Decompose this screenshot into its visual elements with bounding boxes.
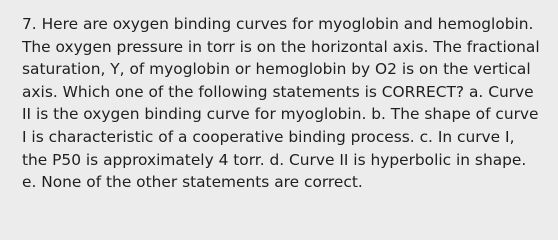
question-text: 7. Here are oxygen binding curves for myoglobin and hemoglobin. The oxygen pressure in torr is on the horizontal axis. The fractional saturation, Y, of myoglobin or hemoglobin by O2 is on the vertical axis. Which one of the following statements is CORRECT? a. Curve II is the oxygen binding curve for myoglobin. b. The shape of curve I is characteristic of a cooperative binding process. c. In curve I, the P50 is approximately 4 torr. d. Curve II is hyperbolic in shape. e. None of the other statements are correct. xyxy=(22,15,540,192)
